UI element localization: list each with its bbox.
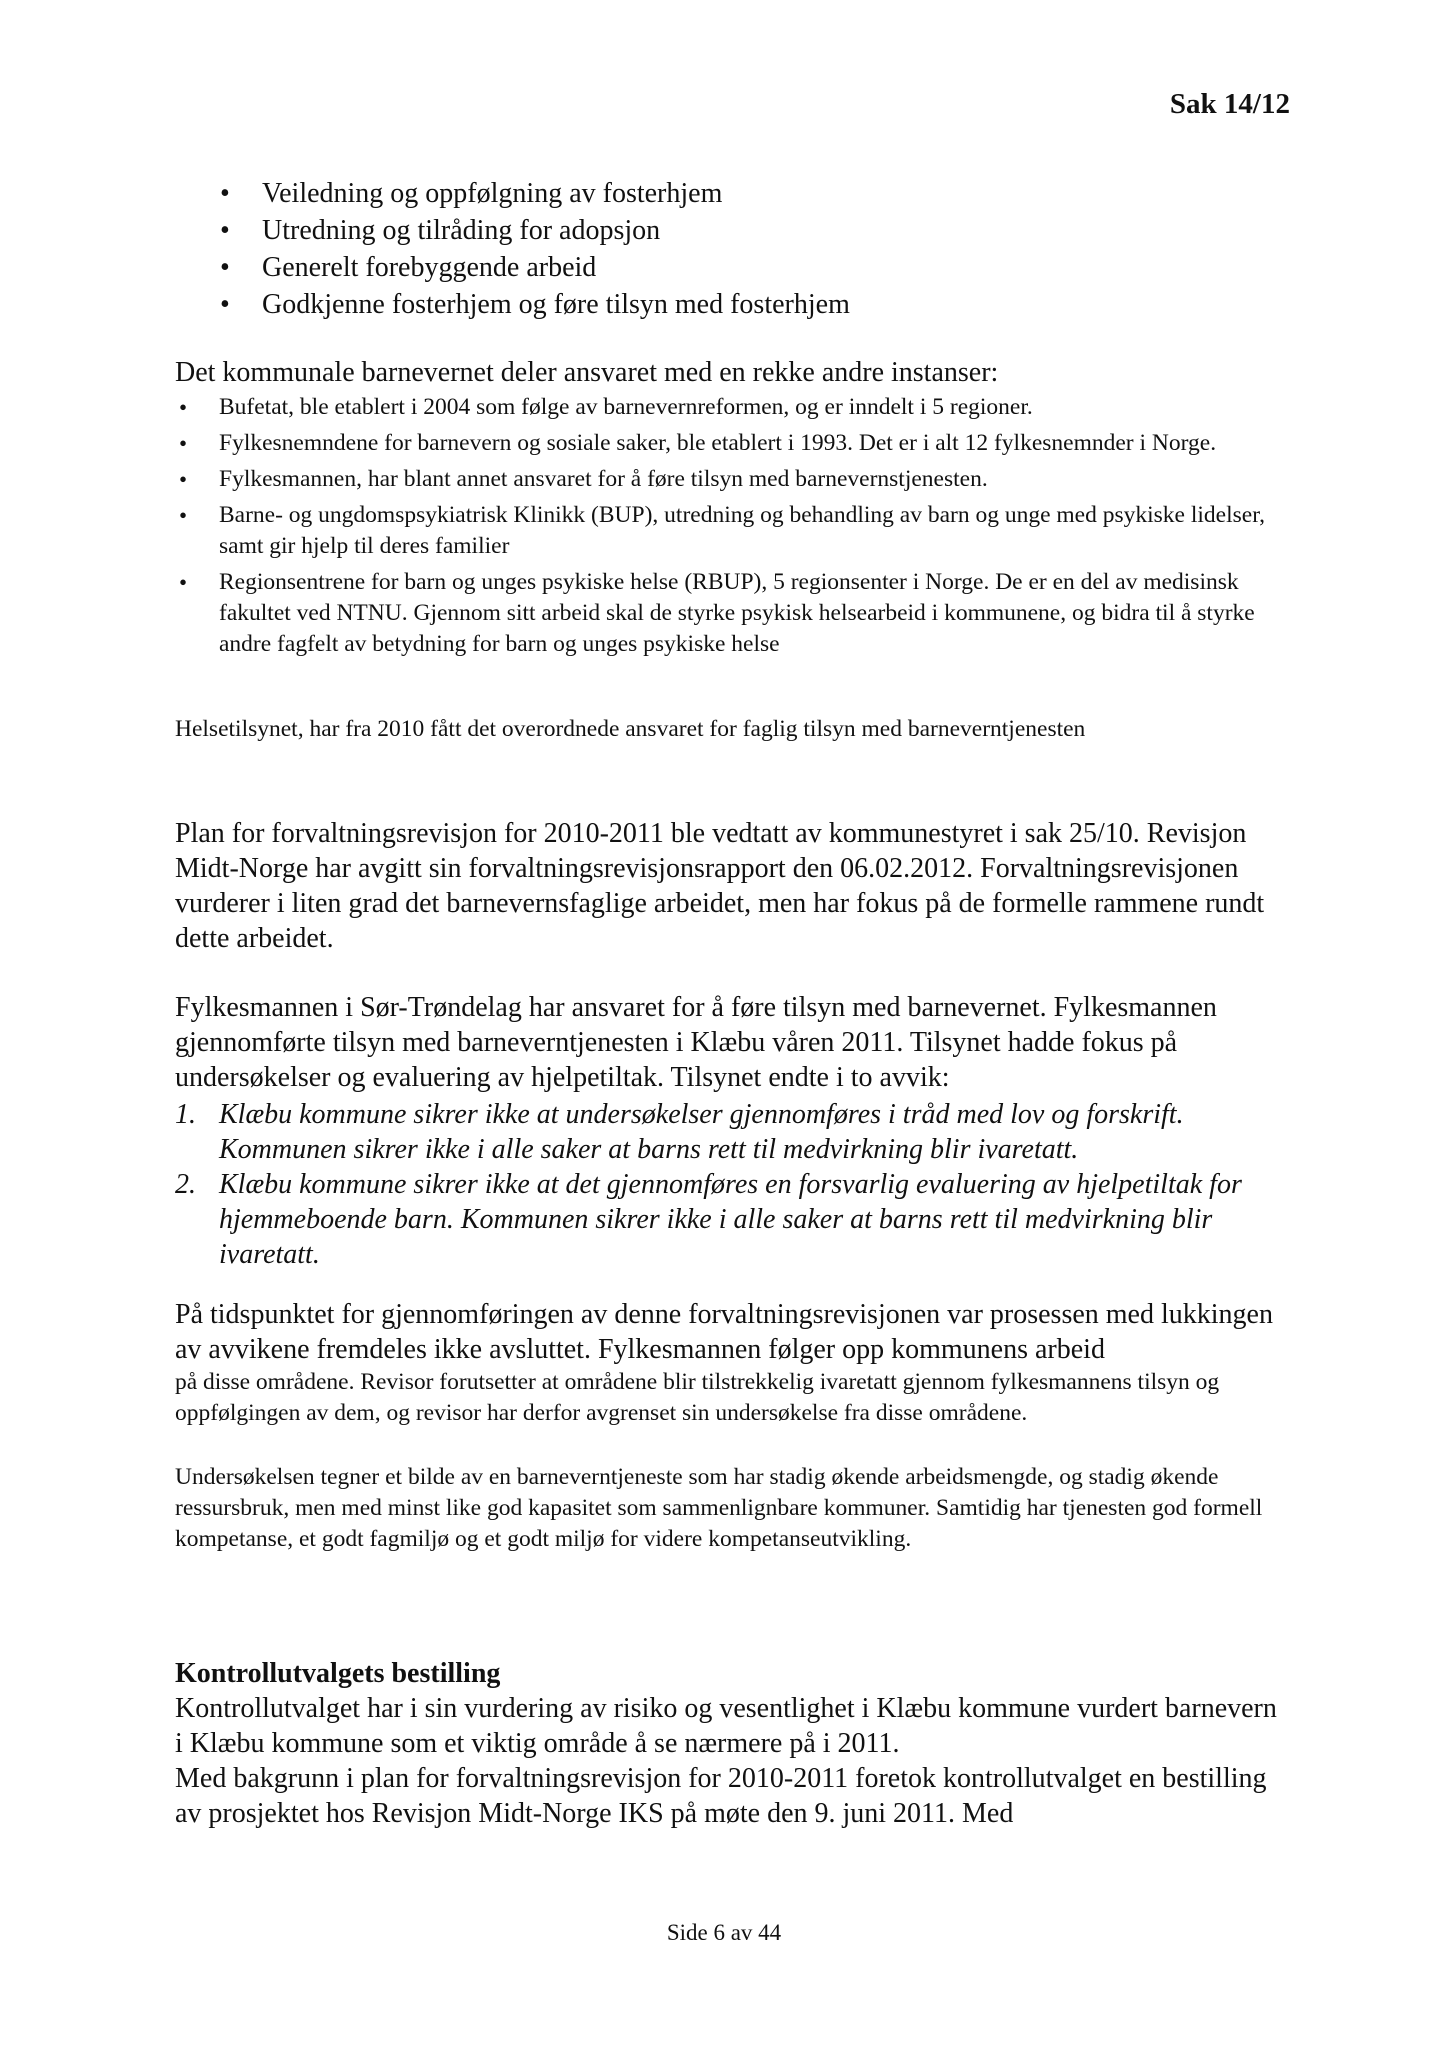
finding-item xyxy=(175,1097,1290,1167)
shared-responsibility-lead: Det kommunale barnevernet deler ansvaret med en rekke andre instanser: xyxy=(175,357,999,388)
survey-paragraph: Undersøkelsen tegner et bilde av en barneverntjeneste som har stadig økende arbeidsmengde, og stadig økende ressursbruk, men med minst like god kapasitet som sammenlignbare kommuner. Samtidig har tjenesten god formell kompetanse, et godt fagmiljø og et godt miljø for videre kompetanseutvikling. xyxy=(175,1464,1263,1552)
order-paragraph-2: Med bakgrunn i plan for forvaltningsrevisjon for 2010-2011 foretok kontrollutvalget en bestilling av prosjektet hos Revisjon Midt-Norge IKS på møte den 9. juni 2011. Med xyxy=(175,1763,1267,1829)
finding-number: 1. xyxy=(175,1099,196,1130)
list-item: • Fylkesnemndene for barnevern og sosiale saker, ble etablert i 1993. Det er i alt 12 fylkesnemnder i Norge. xyxy=(175,428,1290,459)
institutions-list xyxy=(175,392,1290,660)
list-item: • Fylkesmannen, har blant annet ansvaret for å føre tilsyn med barnevernstjenesten. xyxy=(175,464,1290,495)
order-paragraph-1: Kontrollutvalget har i sin vurdering av risiko og vesentlighet i Klæbu kommune vurdert barnevern i Klæbu kommune som et viktig område å se nærmere på i 2011. xyxy=(175,1693,1277,1759)
list-item: • Veiledning og oppfølgning av fosterhjem xyxy=(0,175,1300,212)
list-item: • Generelt forebyggende arbeid xyxy=(0,249,1300,286)
intro-list xyxy=(0,175,1300,323)
section-heading: Kontrollutvalgets bestilling xyxy=(175,1658,501,1689)
finding-item xyxy=(175,1167,1290,1272)
list-item: • Godkjenne fosterhjem og føre tilsyn med fosterhjem xyxy=(0,286,1300,323)
findings-list xyxy=(175,1097,1290,1272)
timing-paragraph-part-2: på disse områdene. Revisor forutsetter at områdene blir tilstrekkelig ivaretatt gjennom fylkesmannens tilsyn og oppfølgingen av dem, og revisor har derfor avgrenset sin undersøkelse fra disse områdene. xyxy=(175,1369,1220,1426)
page-number: Side 6 av 44 xyxy=(666,1920,782,1945)
list-item: • Bufetat, ble etablert i 2004 som følge av barnevernreformen, og er inndelt i 5 regioner. xyxy=(175,392,1290,423)
finding-number: 2. xyxy=(175,1169,196,1200)
timing-paragraph-part-1: På tidspunktet for gjennomføringen av denne forvaltningsrevisjonen var prosessen med lukkingen av avvikene fremdeles ikke avsluttet. Fylkesmannen følger opp kommunens arbeid xyxy=(175,1299,1273,1365)
finding-text: Klæbu kommune sikrer ikke at undersøkelser gjennomføres i tråd med lov og forskrift. Kommunen sikrer ikke i alle saker at barns rett til medvirkning blir ivaretatt. xyxy=(219,1099,1184,1165)
list-item: • Barne- og ungdomspsykiatrisk Klinikk (BUP), utredning og behandling av barn og unge med psykiske lidelser, samt gir hjelp til deres familier xyxy=(175,500,1290,562)
case-number: Sak 14/12 xyxy=(1169,88,1290,120)
order-section xyxy=(175,1656,1290,1831)
list-item: • Regionsentrene for barn og unges psykiske helse (RBUP), 5 regionsenter i Norge. De er en del av medisinsk fakultet ved NTNU. Gjennom sitt arbeid skal de styrke psykisk helsearbeid i kommunene, og bidra til å styrke andre fagfelt av betydning for barn og unges psykiske helse xyxy=(175,567,1290,660)
helsetilsynet-paragraph: Helsetilsynet, har fra 2010 fått det overordnede ansvaret for faglig tilsyn med barneverntjenesten xyxy=(175,716,1086,742)
timing-paragraph xyxy=(175,1297,1290,1429)
finding-text: Klæbu kommune sikrer ikke at det gjennomføres en forsvarlig evaluering av hjelpetiltak for hjemmeboende barn. Kommunen sikrer ikke i alle saker at barns rett til medvirkning blir ivaretatt. xyxy=(219,1169,1242,1270)
fylkesmannen-paragraph: Fylkesmannen i Sør-Trøndelag har ansvaret for å føre tilsyn med barnevernet. Fylkesmannen gjennomførte tilsyn med barneverntjenesten i Klæbu våren 2011. Tilsynet hadde fokus på undersøkelser og evaluering av hjelpetiltak. Tilsynet endte i to avvik: xyxy=(175,992,1217,1093)
list-item: • Utredning og tilråding for adopsjon xyxy=(0,212,1300,249)
plan-paragraph: Plan for forvaltningsrevisjon for 2010-2011 ble vedtatt av kommunestyret i sak 25/10. Revisjon Midt-Norge har avgitt sin forvaltningsrevisjonsrapport den 06.02.2012. Forvaltningsrevisjonen vurderer i liten grad det barnevernsfaglige arbeidet, men har fokus på de formelle rammene rundt dette arbeidet. xyxy=(175,818,1265,954)
